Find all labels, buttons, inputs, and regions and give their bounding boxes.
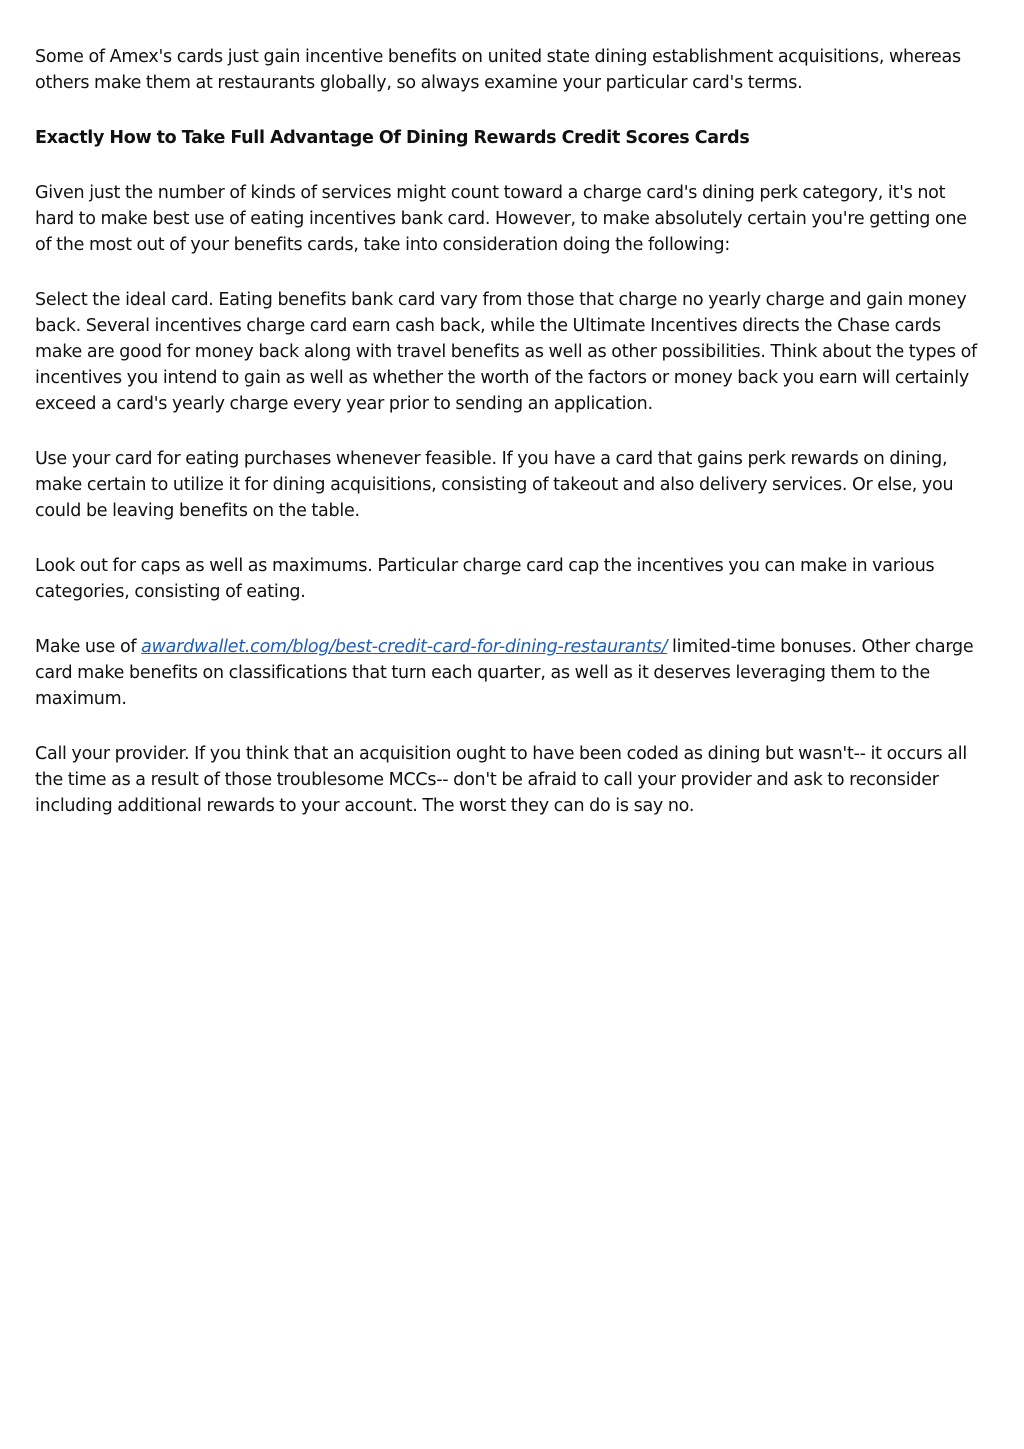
paragraph-select-card: Select the ideal card. Eating benefits bank card vary from those that charge no yearly charge and gain money back. Several incentives charge card earn cash back, while the Ultimate Incentives directs the Chase cards make are good for money back along with travel benefits as well as other possibilities. Think about the types of incentives you intend to gain as well as whether the worth of the factors or money back you earn will certainly exceed a card's yearly charge every year prior to sending an application.	[35, 290, 977, 414]
section-heading: Exactly How to Take Full Advantage Of Dining Rewards Credit Scores Cards	[35, 128, 750, 148]
paragraph-call-provider: Call your provider. If you think that an acquisition ought to have been coded as dining but wasn't-- it occurs all the time as a result of those troublesome MCCs-- don't be afraid to call your provider and ask to reconsider including additional rewards to your account. The worst they can do is say no.	[35, 744, 967, 816]
paragraph-caps: Look out for caps as well as maximums. Particular charge card cap the incentives you can make in various categories, consisting of eating.	[35, 556, 935, 602]
bonuses-text-after: limited-time bonuses. Other charge card make benefits on classifications that turn each quarter, as well as it deserves leveraging them to the maximum.	[35, 637, 974, 709]
document-page	[35, 44, 985, 848]
paragraph-bonuses	[35, 634, 985, 712]
awardwallet-link[interactable]: awardwallet.com/blog/best-credit-card-for-dining-restaurants/	[141, 637, 668, 657]
paragraph-intro: Given just the number of kinds of services might count toward a charge card's dining perk category, it's not hard to make best use of eating incentives bank card. However, to make absolutely certain you're getting one of the most out of your benefits cards, take into consideration doing the following:	[35, 183, 967, 255]
paragraph-amex-terms: Some of Amex's cards just gain incentive benefits on united state dining establishment acquisitions, whereas others make them at restaurants globally, so always examine your particular card's terms.	[35, 47, 961, 93]
paragraph-use-card: Use your card for eating purchases whenever feasible. If you have a card that gains perk rewards on dining, make certain to utilize it for dining acquisitions, consisting of takeout and also delivery services. Or else, you could be leaving benefits on the table.	[35, 449, 954, 521]
bonuses-text-before: Make use of	[35, 637, 142, 657]
